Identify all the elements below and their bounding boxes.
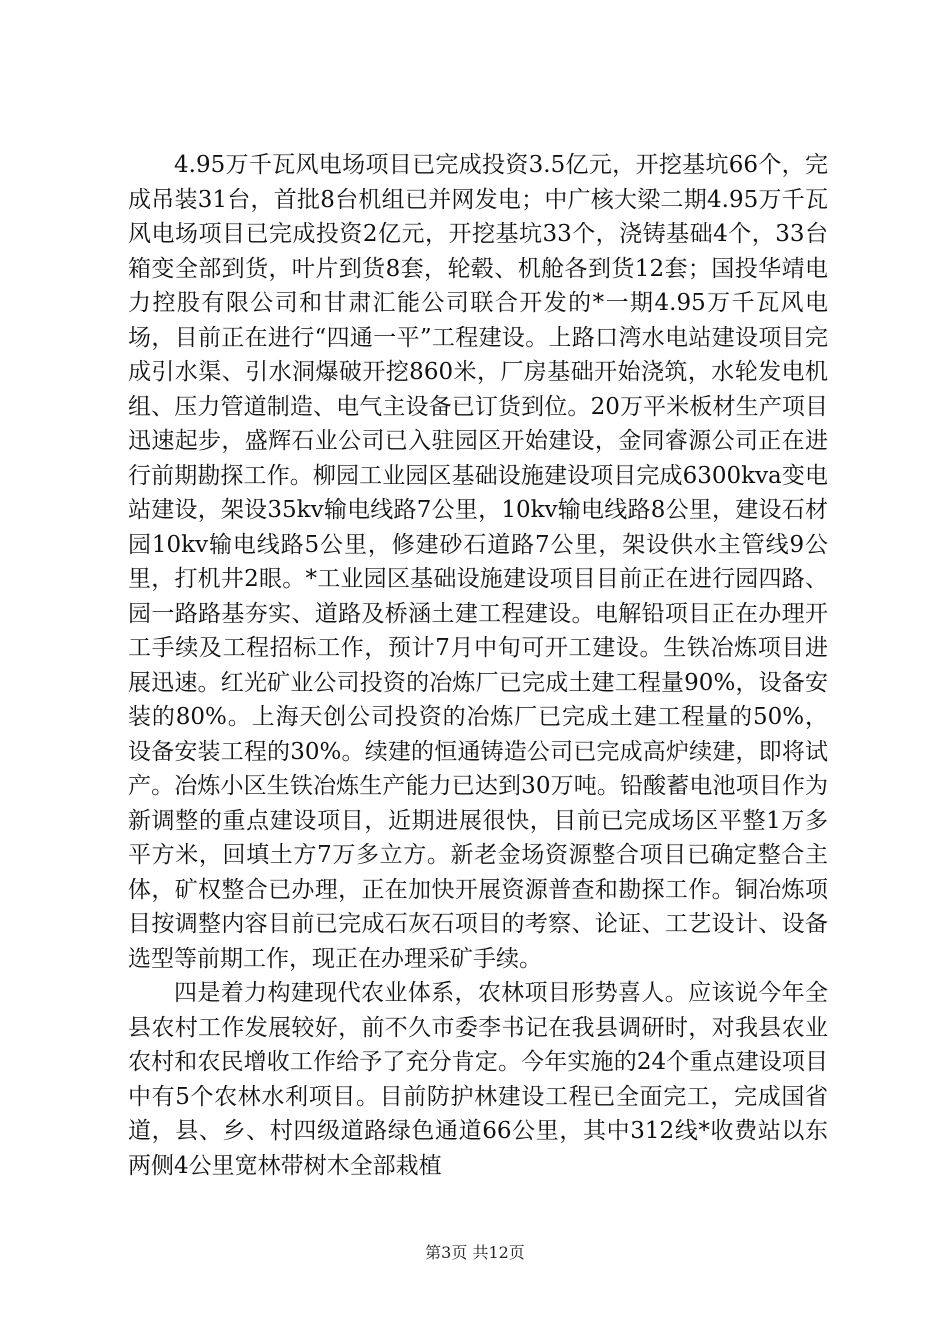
paragraph-agriculture: 四是着力构建现代农业体系，农林项目形势喜人。应该说今年全县农村工作发展较好，前不久市委李书记在我县调研时，对我县农业农村和农民增收工作给予了充分肯定。今年实施的24个重点建设项目中有5个农林水利项目。目前防护林建设工程已全面完工，完成国省道，县、乡、村四级道路绿色通道66公里，其中312线*收费站以东两侧4公里宽林带树木全部栽植 [128, 980, 828, 1179]
document-body [128, 148, 828, 1183]
page-footer: 第3页 共12页 [425, 1243, 525, 1262]
paragraph-projects: 4.95万千瓦风电场项目已完成投资3.5亿元，开挖基坑66个，完成吊装31台，首批8台机组已并网发电；中广核大梁二期4.95万千瓦风电场项目已完成投资2亿元，开挖基坑33个，浇铸基础4个，33台箱变全部到货，叶片到货8套，轮毂、机舱各到货12套；国投华靖电力控股有限公司和甘肃汇能公司联合开发的*一期4.95万千瓦风电场，目前正在进行“四通一平”工程建设。上路口湾水电站建设项目完成引水渠、引水洞爆破开挖860米，厂房基础开始浇筑，水轮发电机组、压力管道制造、电气主设备已订货到位。20万平米板材生产项目迅速起步，盛辉石业公司已入驻园区开始建设，金同睿源公司正在进行前期勘探工作。柳园工业园区基础设施建设项目完成6300kva变电站建设，架设35kv输电线路7公里，10kv输电线路8公里，建设石材园10kv输电线路5公里，修建砂石道路7公里，架设供水主管线9公里，打机井2眼。*工业园区基础设施建设项目目前正在进行园四路、园一路路基夯实、道路及桥涵土建工程建设。电解铅项目正在办理开工手续及工程招标工作，预计7月中旬可开工建设。生铁冶炼项目进展迅速。红光矿业公司投资的冶炼厂已完成土建工程量90%，设备安装的80%。上海天创公司投资的冶炼厂已完成土建工程量的50%，设备安装工程的30%。续建的恒通铸造公司已完成高炉续建，即将试产。冶炼小区生铁冶炼生产能力已达到30万吨。铅酸蓄电池项目作为新调整的重点建设项目，近期进展很快，目前已完成场区平整1万多平方米，回填土方7万多立方。新老金场资源整合项目已确定整合主体，矿权整合已办理，正在加快开展资源普查和勘探工作。铜冶炼项目按调整内容目前已完成石灰石项目的考察、论证、工艺设计、设备选型等前期工作，现正在办理采矿手续。 [128, 152, 828, 972]
